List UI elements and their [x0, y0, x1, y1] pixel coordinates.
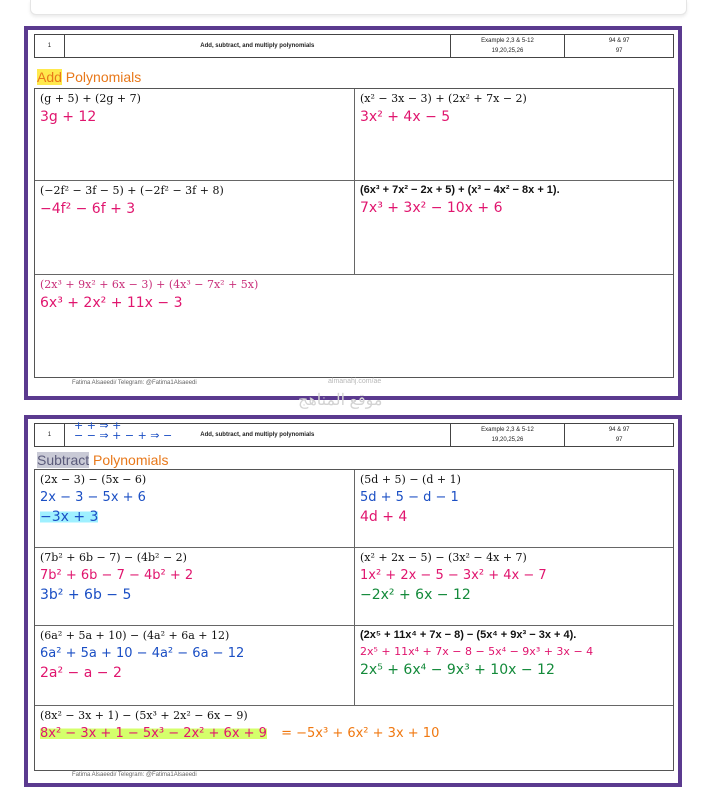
subtract-polynomials-slide — [24, 415, 682, 787]
problem-cell — [355, 626, 673, 706]
pages-line-2: 97 — [615, 437, 623, 443]
pages-cell — [565, 424, 673, 446]
answer-text: 4d + 4 — [360, 509, 408, 525]
problem-cell — [355, 181, 673, 275]
problem-text: (8x² − 3x + 1) − (5x³ + 2x² − 6x − 9) — [40, 709, 248, 722]
title-highlight-word: Subtract — [37, 452, 90, 468]
problem-text: (x² + 2x − 5) − (3x² − 4x + 7) — [360, 551, 527, 564]
problem-text: (5d + 5) − (d + 1) — [360, 473, 461, 486]
author-footer: Fatima Alsaeedi/ Telegram: @Fatima1Alsaeedi — [72, 380, 197, 386]
lesson-header — [34, 34, 674, 58]
answer-text: 6x³ + 2x² + 11x − 3 — [40, 295, 183, 311]
scribble-line-2: − − ⇒ + − + ⇒ − — [74, 429, 173, 442]
pages-line-1: 94 & 97 — [608, 38, 630, 44]
title-rest: Polynomials — [61, 69, 142, 85]
title-rest: Polynomials — [89, 452, 169, 468]
lesson-number: 1 — [35, 35, 65, 57]
lesson-title: Add, subtract, and multiply polynomials — [65, 35, 451, 57]
answer-text: 7x³ + 3x² − 10x + 6 — [360, 200, 503, 216]
sign-rules-scribble — [74, 421, 172, 441]
watermark-arabic: موقع المناهج — [298, 392, 383, 409]
work-row — [40, 726, 668, 741]
problem-text: (−2f² − 3f − 5) + (−2f² − 3f + 8) — [40, 184, 224, 197]
add-problems-grid — [34, 88, 674, 378]
problem-cell — [35, 626, 355, 706]
work-text: 7b² + 6b − 7 − 4b² + 2 — [40, 568, 194, 583]
work-text: 2x − 3 − 5x + 6 — [40, 490, 146, 505]
work-text: 8x² − 3x + 1 − 5x³ − 2x² + 6x + 9 — [40, 726, 267, 741]
examples-cell — [451, 424, 566, 446]
lesson-title: Add, subtract, and multiply polynomials — [65, 424, 451, 446]
answer-text: 3x² + 4x − 5 — [360, 109, 451, 125]
problem-cell — [35, 470, 355, 548]
answer-text: −3x + 3 — [40, 509, 99, 525]
answer-text: 3g + 12 — [40, 109, 97, 125]
problem-cell — [35, 181, 355, 275]
problem-cell — [35, 548, 355, 626]
watermark-url: almanahj.com/ae — [328, 378, 382, 385]
pages-line-2: 97 — [615, 48, 623, 54]
subtract-problems-grid — [34, 469, 674, 771]
work-text: 6a² + 5a + 10 − 4a² − 6a − 12 — [40, 646, 245, 661]
answer-text: = −5x³ + 6x² + 3x + 10 — [281, 726, 440, 741]
problem-text: (2x⁵ + 11x⁴ + 7x − 8) − (5x⁴ + 9x³ − 3x + 4). — [360, 629, 577, 641]
answer-text: 3b² + 6b − 5 — [40, 587, 132, 603]
title-highlight-word: Add — [37, 69, 62, 85]
problem-text: (2x³ + 9x² + 6x − 3) + (4x³ − 7x² + 5x) — [40, 278, 259, 291]
work-text: 2x⁵ + 11x⁴ + 7x − 8 − 5x⁴ − 9x³ + 3x − 4 — [360, 645, 594, 658]
lesson-number: 1 — [35, 424, 65, 446]
problem-cell — [35, 706, 673, 770]
add-polynomials-slide — [24, 26, 682, 409]
pages-line-1: 94 & 97 — [608, 427, 630, 433]
problem-cell — [355, 548, 673, 626]
answer-text: 2a² − a − 2 — [40, 665, 122, 681]
problem-text: (g + 5) + (2g + 7) — [40, 92, 141, 105]
scribble-line-1: + + ⇒ + — [74, 419, 122, 432]
answer-text: 2x⁵ + 6x⁴ − 9x³ + 10x − 12 — [360, 662, 555, 678]
problem-text: (6x³ + 7x² − 2x + 5) + (x³ − 4x² − 8x + 1). — [360, 184, 560, 196]
problem-text: (6a² + 5a + 10) − (4a² + 6a + 12) — [40, 629, 230, 642]
problem-cell — [35, 89, 355, 181]
work-text: 5d + 5 − d − 1 — [360, 490, 459, 505]
pages-cell — [565, 35, 673, 57]
examples-line-2: 19,20,25,26 — [491, 437, 524, 443]
section-title — [37, 452, 169, 468]
problem-text: (7b² + 6b − 7) − (4b² − 2) — [40, 551, 187, 564]
examples-line-2: 19,20,25,26 — [491, 48, 524, 54]
problem-cell — [355, 89, 673, 181]
work-text: 1x² + 2x − 5 − 3x² + 4x − 7 — [360, 568, 547, 583]
problem-text: (2x − 3) − (5x − 6) — [40, 473, 147, 486]
author-footer: Fatima Alsaeedi/ Telegram: @Fatima1Alsaeedi — [72, 772, 197, 778]
examples-cell — [451, 35, 566, 57]
section-title — [37, 69, 141, 85]
problem-cell — [355, 470, 673, 548]
previous-page-edge — [30, 0, 687, 15]
examples-line-1: Example 2,3 & 5-12 — [481, 38, 534, 44]
problem-cell — [35, 275, 673, 377]
answer-text: −2x² + 6x − 12 — [360, 587, 471, 603]
examples-line-1: Example 2,3 & 5-12 — [481, 427, 534, 433]
problem-text: (x² − 3x − 3) + (2x² + 7x − 2) — [360, 92, 527, 105]
answer-text: −4f² − 6f + 3 — [40, 201, 136, 217]
